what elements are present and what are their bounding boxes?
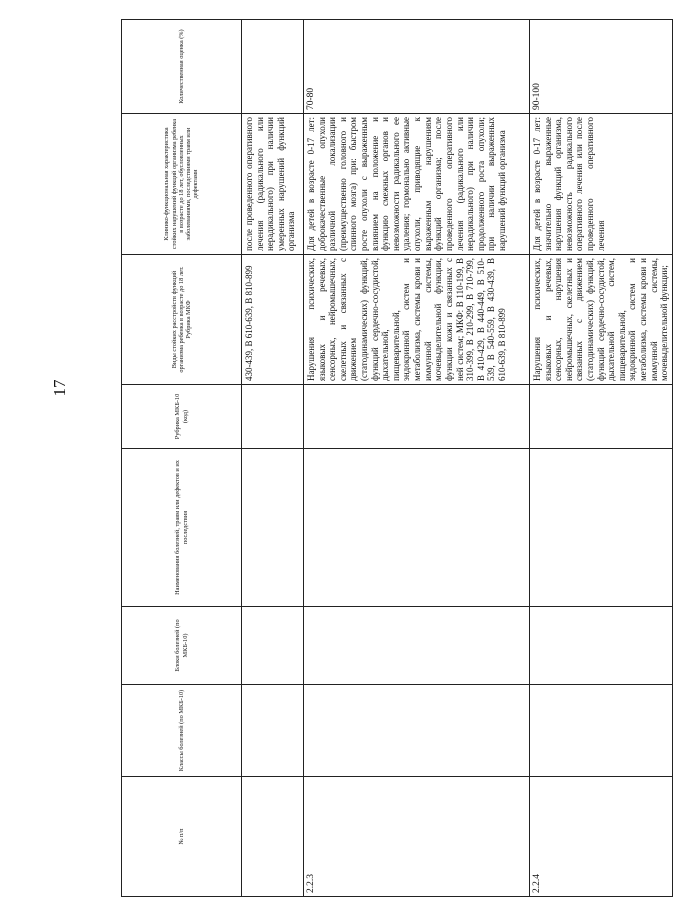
row-clinical: Для детей в возрасте 0-17 лет: доброкачественные опухоли различной локализации (преимущественно головного и спинного мозга) при: быстром росте опухоли с выраженным влиянием на положение и функцию смежных органов и невозможности радикального ее удаления; гормонально активные опухоли, приводящие к выраженным нарушениям функций организма; после проведенного оперативного лечения (радикального или нерадикального) при наличии продолженного роста опухоли; при наличии выраженных нарушений функций организма <box>304 114 530 255</box>
row-score: 90-100 <box>530 20 673 114</box>
row-num: 2.2.4 <box>530 777 673 897</box>
disability-criteria-table <box>121 19 673 897</box>
header-rubric: Рубрика МКБ-10 (код) <box>122 385 242 449</box>
header-score: Количественная оценка (%) <box>122 20 242 114</box>
row-types: Нарушения психических, языковых и речевых, сенсорных, нарушения нейромышечных, скелетных и связанных с движением (статодинамических) функций, функций сердечно-сосудистой, дыхательной систем, пищеварительной, эндокринной систем и метаболизма, системы крови и иммунной системы, мочевыделительной функции; <box>530 255 673 385</box>
header-types: Виды стойких расстройств функций организма ребенка в возрасте до 18 лет. Рубрика МКФ <box>122 255 242 385</box>
header-num: № п/п <box>122 777 242 897</box>
header-names: Наименования болезней, травм или дефектов и их последствия <box>122 449 242 607</box>
row-score <box>242 20 304 114</box>
row-types: 430-439, B 610-639, B 810-899 <box>242 255 304 385</box>
header-clinical: Клинико-функциональная характеристика стойких нарушений функций организма ребенка в возрасте до 18 лет, обусловленных заболеваниями, последствиями травм или дефектами <box>122 114 242 255</box>
table-row <box>530 20 673 897</box>
page-number: 17 <box>50 379 69 397</box>
row-clinical: после проведенного оперативного лечения (радикального или нерадикального) при наличии умеренных нарушений функций организма <box>242 114 304 255</box>
row-score: 70-80 <box>304 20 530 114</box>
header-classes: Классы болезней (по МКБ-10) <box>122 685 242 777</box>
row-num <box>242 777 304 897</box>
row-clinical: Для детей в возрасте 0-17 лет: значительно выраженные нарушения функций организма, невозможность радикального оперативного лечения или после проведенного оперативного лечения <box>530 114 673 255</box>
table-row <box>242 20 304 897</box>
row-types: Нарушения психических, языковых и речевых, сенсорных, нейромышечных, скелетных и связанных с движением (статодинамических) функций, функций сердечно-сосудистой, дыхательной, пищеварительной, эндокринной систем и метаболизма, системы крови и иммунной системы, мочевыделительной функции, функции кожи и связанных с ней систем; МКФ: B 110-199, B 310-399, B 210-299, B 710-799, B 410-429, B 440-449, B 510-539, B 540-559, B 430-439, B 610-639, B 810-899 <box>304 255 530 385</box>
table-row <box>304 20 530 897</box>
header-blocks: Блоки болезней (по МКБ-10) <box>122 607 242 685</box>
row-num: 2.2.3 <box>304 777 530 897</box>
